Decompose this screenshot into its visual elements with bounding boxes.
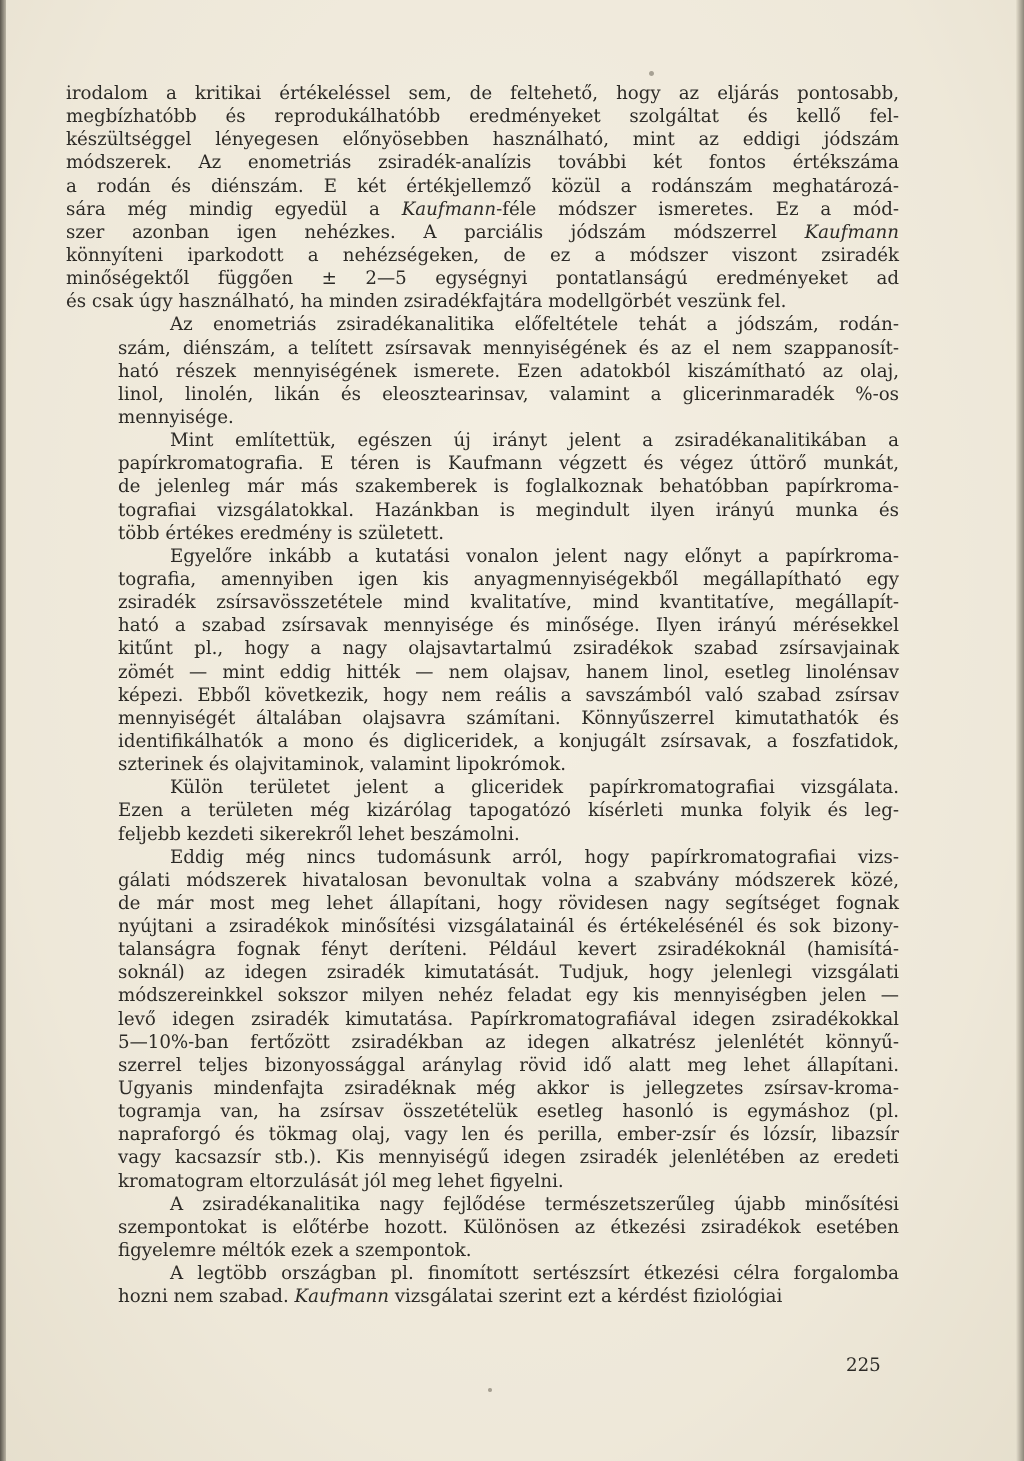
text-line: napraforgó és tökmag olaj, vagy len és perilla, ember-zsír és lózsír, libazsír xyxy=(118,1124,899,1146)
text-line: nyújtani a zsiradékok minősítési vizsgálatainál és értékelésénél és sok bizony- xyxy=(118,916,899,938)
text-line: Mint említettük, egészen új irányt jelent a zsiradékanalitikában a xyxy=(170,430,899,452)
text-line: képezi. Ebből következik, hogy nem reális a savszámból való szabad zsírsav xyxy=(118,684,899,706)
text-line: módszerek. Az enometriás zsiradék-analízis további két fontos értékszáma xyxy=(66,152,899,174)
text-line: több értékes eredmény is született. xyxy=(118,522,445,544)
text-line: ható a szabad zsírsavak mennyisége és minősége. Ilyen irányú mérésekkel xyxy=(118,615,899,637)
text-line: Eddig még nincs tudomásunk arról, hogy papírkromatografiai vizs- xyxy=(170,846,899,868)
paragraph xyxy=(66,1262,899,1308)
text-line: szer azonban igen nehézkes. A parciális jódszám módszerrel Kaufmann xyxy=(66,221,899,243)
text-line: szerrel teljes bizonyossággal aránylag rövid idő alatt meg lehet állapítani. xyxy=(118,1054,899,1076)
text-line: és csak úgy használható, ha minden zsiradékfajtára modellgörbét veszünk fel. xyxy=(66,291,787,313)
page-left-edge xyxy=(0,0,6,1461)
text-line: levő idegen zsiradék kimutatása. Papírkromatografiával idegen zsiradékokkal xyxy=(118,1008,899,1030)
text-line: megbízhatóbb és reprodukálhatóbb eredményeket szolgáltat és kellő fel- xyxy=(66,106,899,128)
text-line: A legtöbb országban pl. finomított sertészsírt étkezési célra forgalomba xyxy=(170,1263,899,1285)
body-text xyxy=(66,82,899,1308)
text-line: kromatogram eltorzulását jól meg lehet figyelni. xyxy=(118,1170,564,1192)
text-line: gálati módszerek hivatalosan bevonultak volna a szabvány módszerek közé, xyxy=(118,869,899,891)
text-line: zsiradék zsírsavösszetétele mind kvalitatíve, mind kvantitatíve, megállapít- xyxy=(118,592,899,614)
paragraph xyxy=(66,846,899,1193)
page-right-edge xyxy=(1016,0,1024,1461)
text-line: de már most meg lehet állapítani, hogy rövidesen nagy segítséget fognak xyxy=(118,892,899,914)
text-line: togramja van, ha zsírsav összetételük esetleg hasonló is egymáshoz (pl. xyxy=(118,1101,899,1123)
paragraph xyxy=(66,776,899,845)
text-line: tografia, amennyiben igen kis anyagmennyiségekből megállapítható egy xyxy=(118,568,899,590)
text-line: Ugyanis mindenfajta zsiradéknak még akkor is jellegzetes zsírsav-kroma- xyxy=(118,1078,899,1100)
text-line: vagy kacsazsír stb.). Kis mennyiségű idegen zsiradék jelenlétében az eredeti xyxy=(118,1147,899,1169)
text-line: szempontokat is előtérbe hozott. Különösen az étkezési zsiradékok esetében xyxy=(118,1216,899,1238)
text-line: tografiai vizsgálatokkal. Hazánkban is megindult ilyen irányú munka és xyxy=(118,499,899,521)
text-line: Egyelőre inkább a kutatási vonalon jelent nagy előnyt a papírkroma- xyxy=(170,545,899,567)
text-line: készültséggel lényegesen előnyösebben használható, mint az eddigi jódszám xyxy=(66,129,899,151)
text-line: ható részek mennyiségének ismerete. Ezen adatokból kiszámítható az olaj, xyxy=(118,360,899,382)
text-line: 5—10%-ban fertőzött zsiradékban az idegen alkatrész jelenlétét könnyű- xyxy=(118,1031,899,1053)
text-line: szám, diénszám, a telített zsírsavak mennyiségének és az el nem szappanosít- xyxy=(118,337,899,359)
text-line: A zsiradékanalitika nagy fejlődése természetszerűleg újabb minősítési xyxy=(170,1193,899,1215)
text-line: kitűnt pl., hogy a nagy olajsavtartalmú zsiradékok szabad zsírsavjainak xyxy=(118,638,899,660)
paragraph xyxy=(66,313,899,429)
text-line: minőségektől függően ± 2—5 egységnyi pontatlanságú eredményeket ad xyxy=(66,268,899,290)
text-line: papírkromatografia. E téren is Kaufmann végzett és végez úttörő munkát, xyxy=(118,453,899,475)
paragraph xyxy=(66,545,899,776)
text-line: Az enometriás zsiradékanalitika előfeltétele tehát a jódszám, rodán- xyxy=(170,314,899,336)
text-line: soknál) az idegen zsiradék kimutatását. Tudjuk, hogy jelenlegi vizsgálati xyxy=(118,962,899,984)
text-line: módszereinkkel sokszor milyen nehéz feladat egy kis mennyiségben jelen — xyxy=(118,985,899,1007)
text-line: a rodán és diénszám. E két értékjellemző közül a rodánszám meghatározá- xyxy=(66,175,899,197)
text-line: sára még mindig egyedül a Kaufmann-féle módszer ismeretes. Ez a mód- xyxy=(66,198,899,220)
ink-speck xyxy=(649,71,654,76)
text-line: szterinek és olajvitaminok, valamint lipokrómok. xyxy=(118,754,566,776)
paragraph xyxy=(66,82,899,313)
text-line: mennyiségét általában olajsavra számítani. Könnyűszerrel kimutathatók és xyxy=(118,707,899,729)
text-line: talanságra fognak fényt deríteni. Például kevert zsiradékoknál (hamisítá- xyxy=(118,939,899,961)
text-line: Külön területet jelent a gliceridek papírkromatografiai vizsgálata. xyxy=(170,777,899,799)
paragraph xyxy=(66,429,899,545)
page-number: 225 xyxy=(846,1355,881,1376)
text-line: hozni nem szabad. Kaufmann vizsgálatai szerint ezt a kérdést fiziológiai xyxy=(118,1286,783,1308)
text-line: zömét — mint eddig hitték — nem olajsav, hanem linol, esetleg linolénsav xyxy=(118,661,899,683)
text-line: mennyisége. xyxy=(118,406,234,428)
text-line: linol, linolén, likán és eleosztearinsav, valamint a glicerinmaradék %-os xyxy=(118,383,899,405)
ink-speck xyxy=(488,1388,492,1392)
text-line: identifikálhatók a mono és digliceridek, a konjugált zsírsavak, a foszfatidok, xyxy=(118,730,899,752)
text-line: de jelenleg már más szakemberek is foglalkoznak behatóbban papírkroma- xyxy=(118,476,899,498)
text-line: könnyíteni iparkodott a nehézségeken, de ez a módszer viszont zsiradék xyxy=(66,244,899,266)
text-line: feljebb kezdeti sikerekről lehet beszámolni. xyxy=(118,823,520,845)
text-line: irodalom a kritikai értékeléssel sem, de feltehető, hogy az eljárás pontosabb, xyxy=(66,83,899,104)
text-line: figyelemre méltók ezek a szempontok. xyxy=(118,1240,472,1262)
text-line: Ezen a területen még kizárólag tapogatózó kísérleti munka folyik és leg- xyxy=(118,800,899,822)
paragraph xyxy=(66,1193,899,1262)
